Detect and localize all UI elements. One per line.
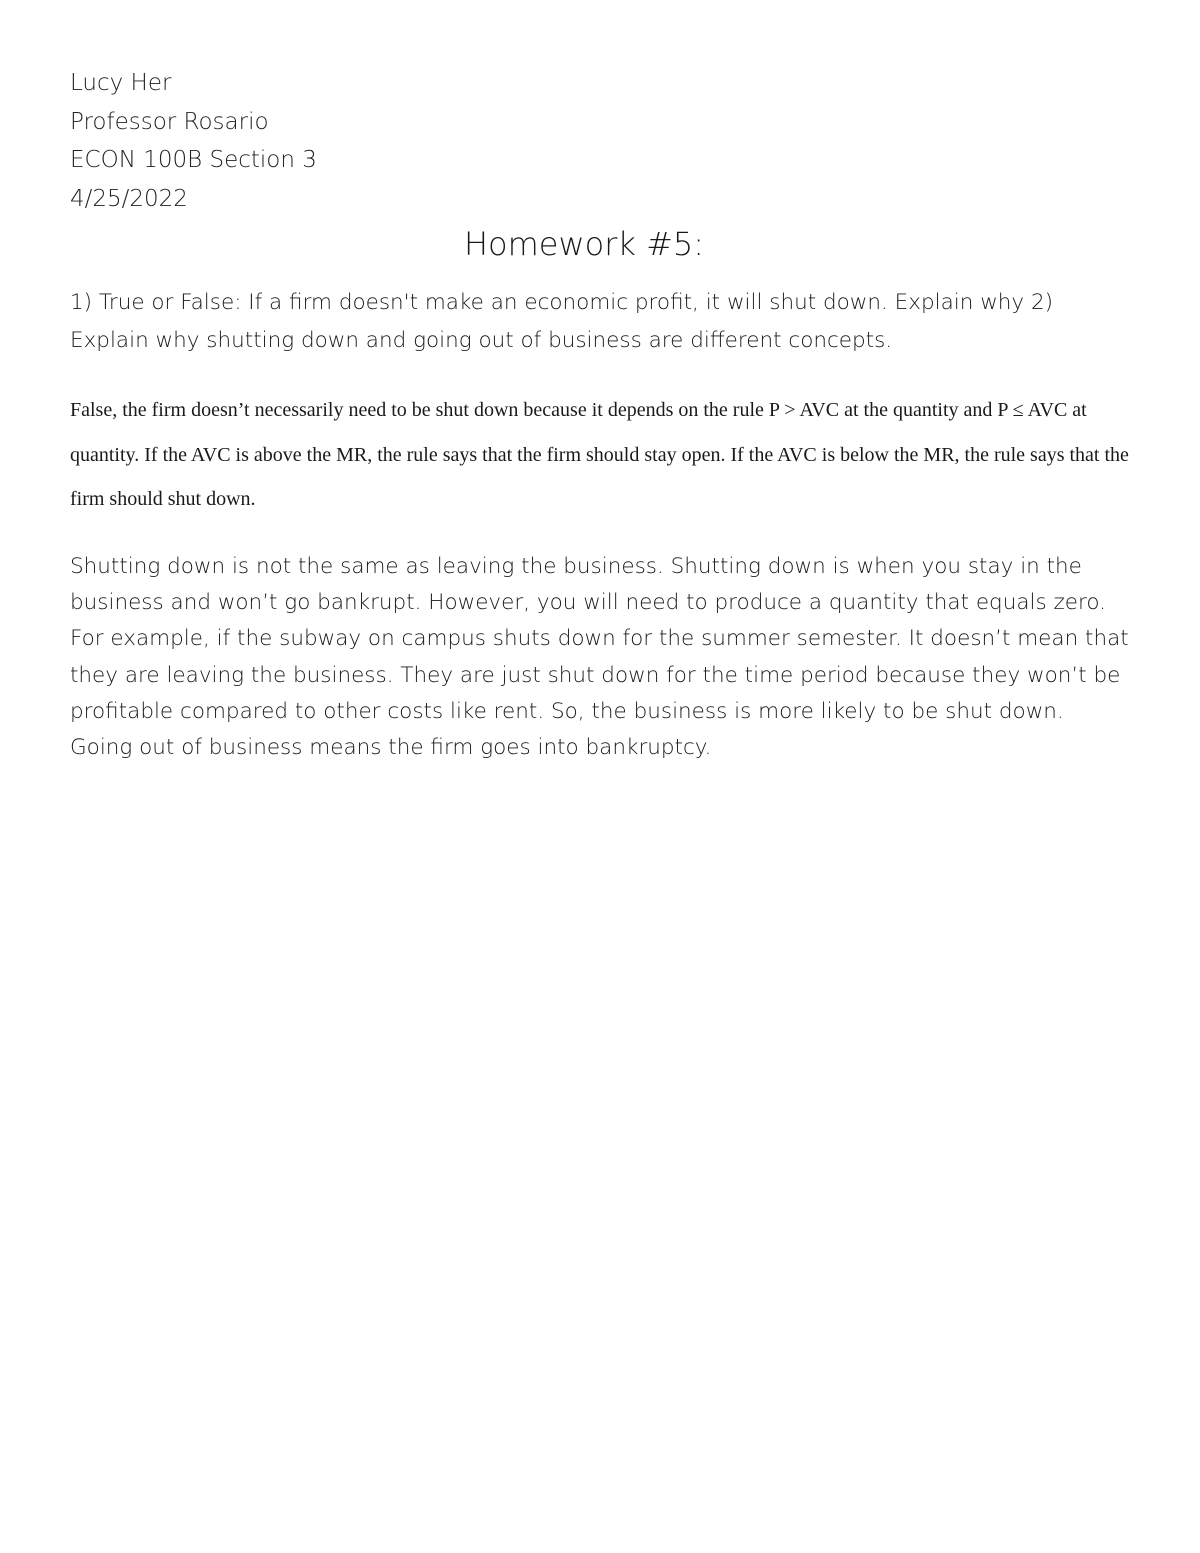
answer-2-paragraph: Shutting down is not the same as leaving the business. Shutting down is when you stay in the business and won’t go bankrupt. However, you will need to produce a quantity that equals zero. For example, if the subway on campus shuts down for the summer semester. It doesn’t mean that they are leaving the business. They are just shut down for the time period because they won’t be profitable compared to other costs like rent. So, the business is more likely to be shut down. Going out of business means the firm goes into bankruptcy.	[70, 554, 1129, 761]
course-section: ECON 100B Section 3	[70, 147, 317, 173]
question-text: 1) True or False: If a firm doesn't make an economic profit, it will shut down. Explain why 2) Explain why shutting down and going out of business are different concepts.	[70, 290, 1054, 353]
professor-name: Professor Rosario	[70, 108, 269, 135]
page-title: Homework #5:	[463, 225, 705, 263]
student-name: Lucy Her	[70, 70, 172, 96]
header-block	[70, 64, 770, 218]
answer-1-paragraph: False, the firm doesn’t necessarily need to be shut down because it depends on the rule P > AVC at the quantity and P ≤ AVC at quantity. If the AVC is above the MR, the rule says that the firm should stay open. If the AVC is below the MR, the rule says that the firm should shut down.	[70, 399, 1129, 510]
date: 4/25/2022	[70, 185, 188, 212]
